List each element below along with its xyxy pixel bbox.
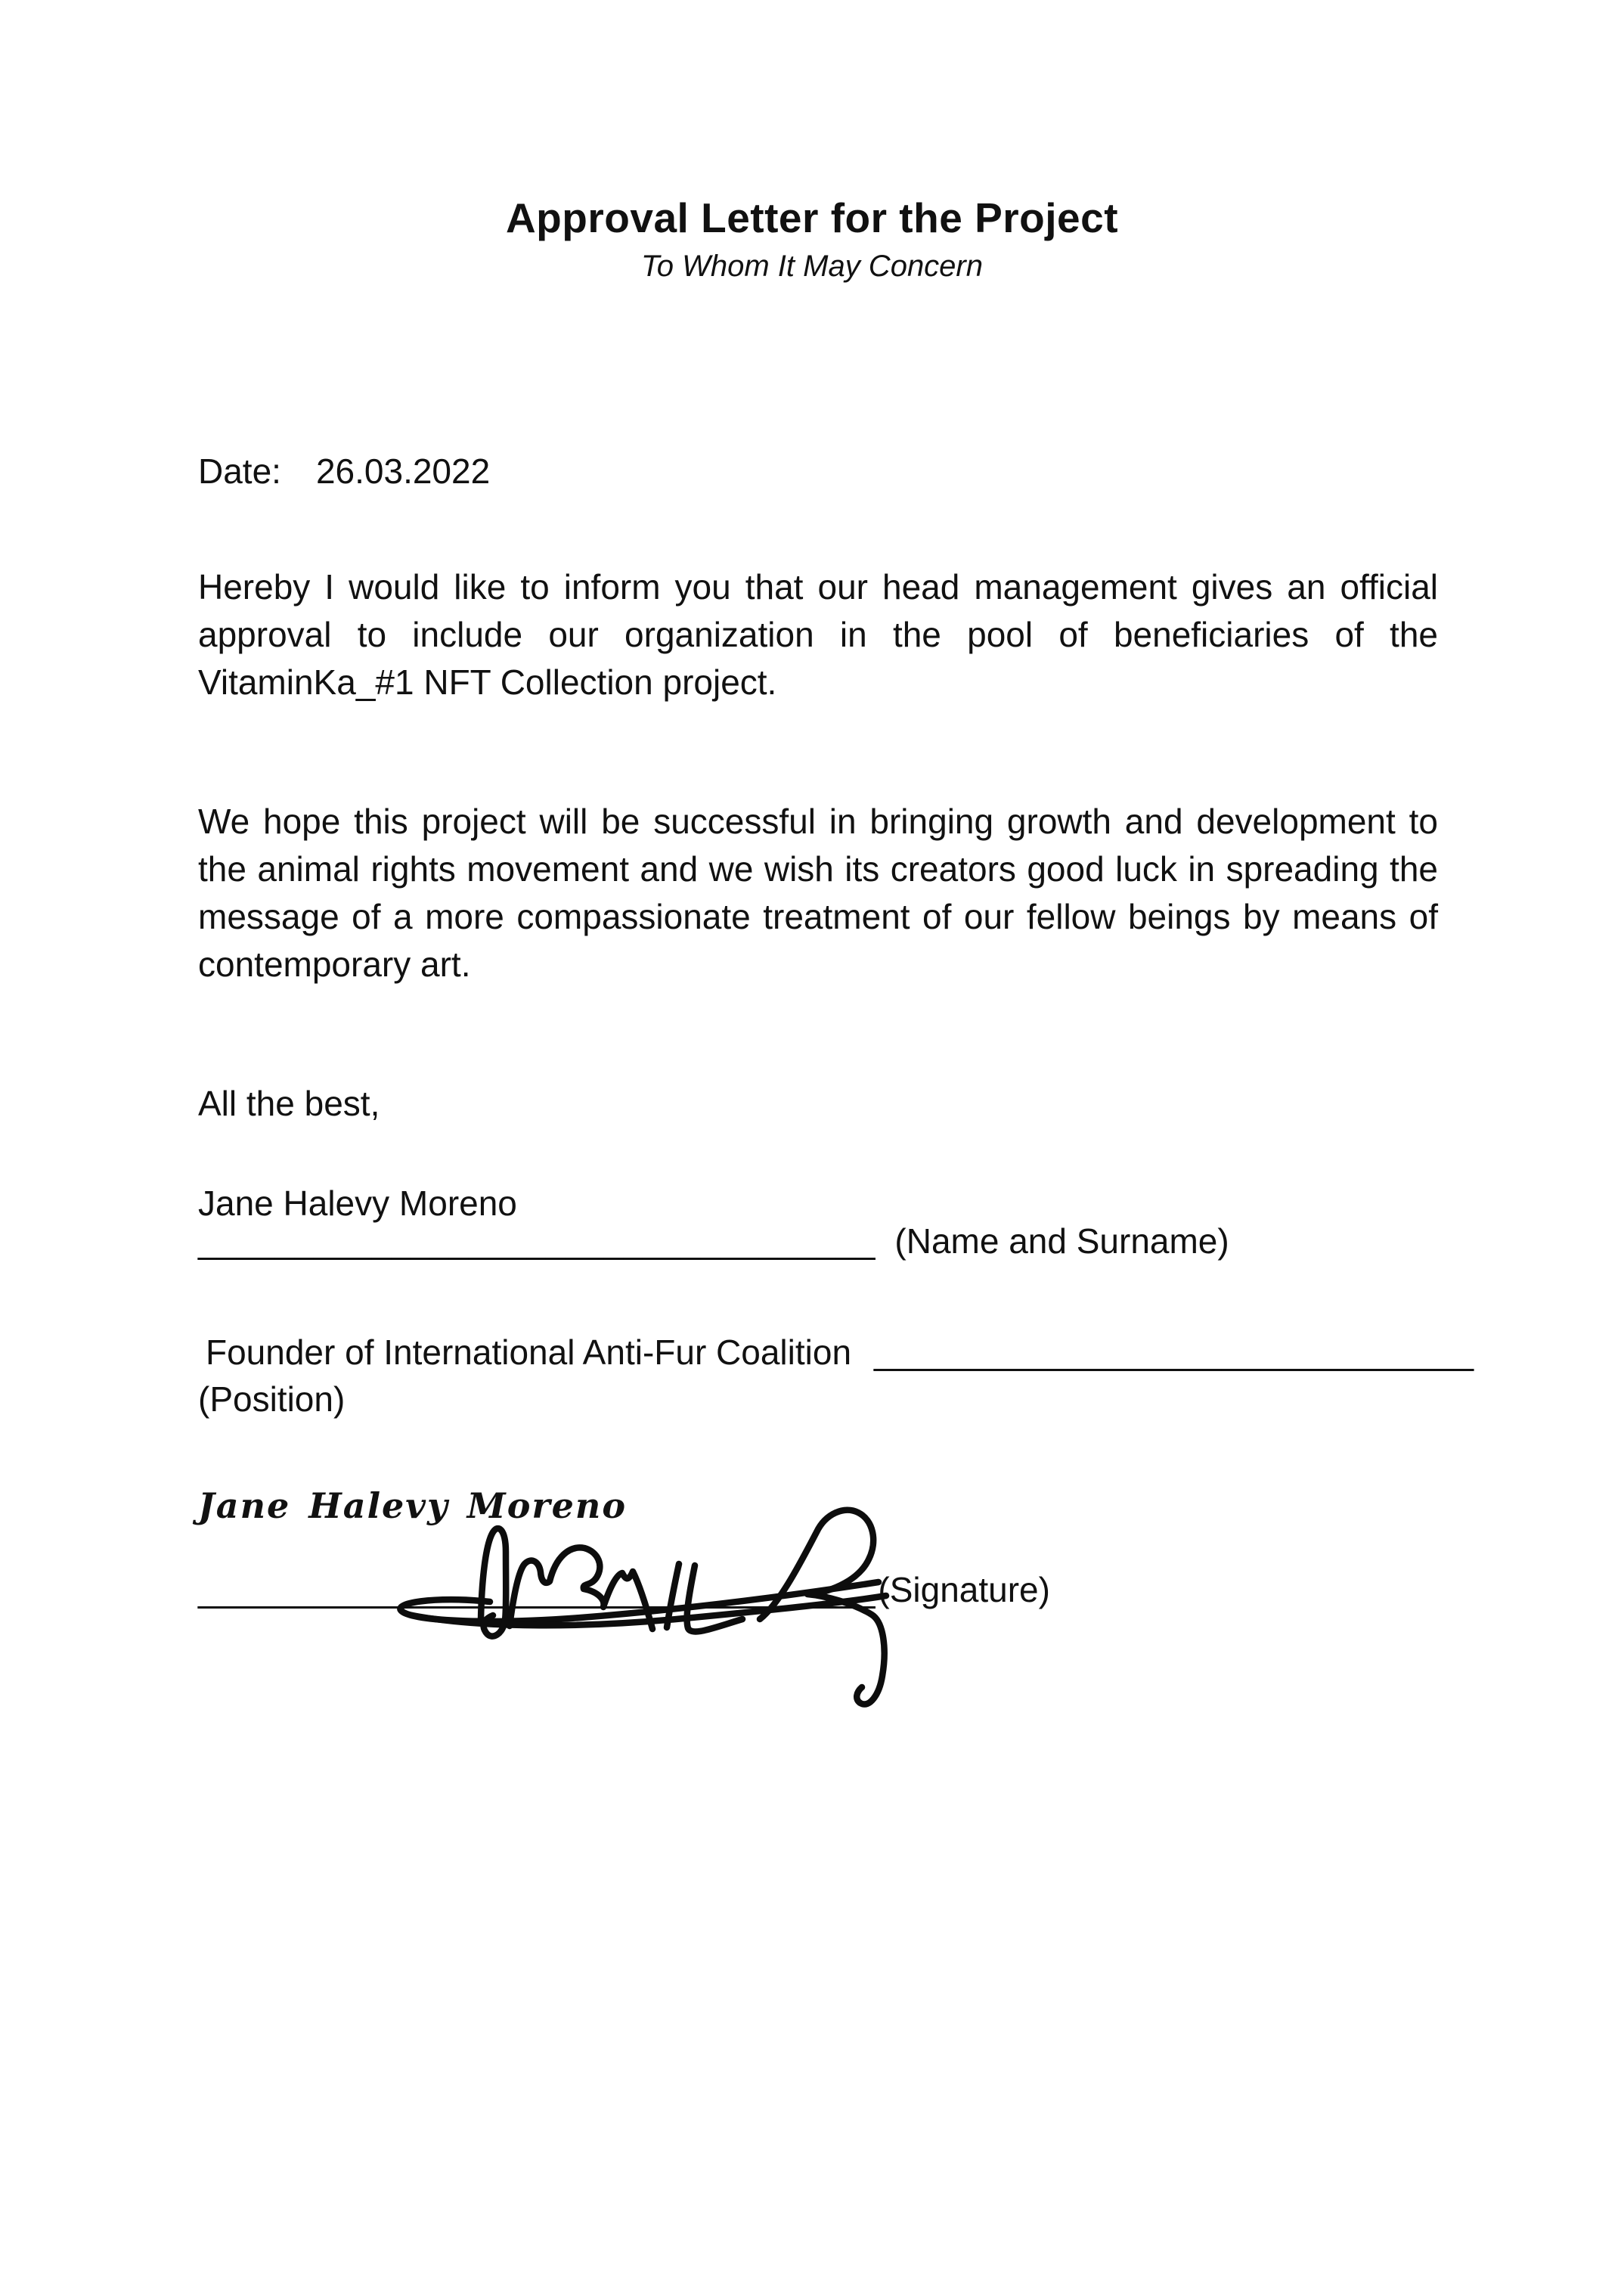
position-value: Founder of International Anti-Fur Coalition xyxy=(206,1333,852,1372)
signature-caption: (Signature) xyxy=(878,1570,1050,1609)
closing-salutation: All the best, xyxy=(198,1084,380,1123)
position-row xyxy=(198,1329,1483,1376)
position-blank-line: _______________________________ xyxy=(874,1333,1474,1372)
page-title: Approval Letter for the Project xyxy=(505,194,1119,241)
name-line-row xyxy=(198,1218,1229,1265)
date-value: 26.03.2022 xyxy=(315,451,491,491)
position-caption: (Position) xyxy=(198,1379,346,1419)
date-label: Date: xyxy=(198,451,281,491)
signature-blank-line: ___________________________________ xyxy=(198,1570,876,1609)
signer-typed-name: Jane Halevy Moreno xyxy=(198,1184,517,1223)
page-subtitle: To Whom It May Concern xyxy=(640,250,983,283)
name-blank-line: ___________________________________ xyxy=(198,1221,876,1261)
name-caption: (Name and Surname) xyxy=(894,1221,1229,1261)
handwritten-name: Jane Halevy Moreno xyxy=(198,1485,628,1526)
paragraph-approval: Hereby I would like to inform you that our head management gives an official approval to include our organization in the pool of beneficiaries of the VitaminKa_#1 NFT Collection project. xyxy=(198,567,1438,702)
signature-scrawl-icon xyxy=(302,1482,998,1732)
date-row xyxy=(198,448,490,495)
paragraph-wishes: We hope this project will be successful in bringing growth and development to the animal rights movement and we wish its creators good luck in spreading the message of a more compassionate treatment of our fellow beings by means of contemporary art. xyxy=(198,802,1438,984)
